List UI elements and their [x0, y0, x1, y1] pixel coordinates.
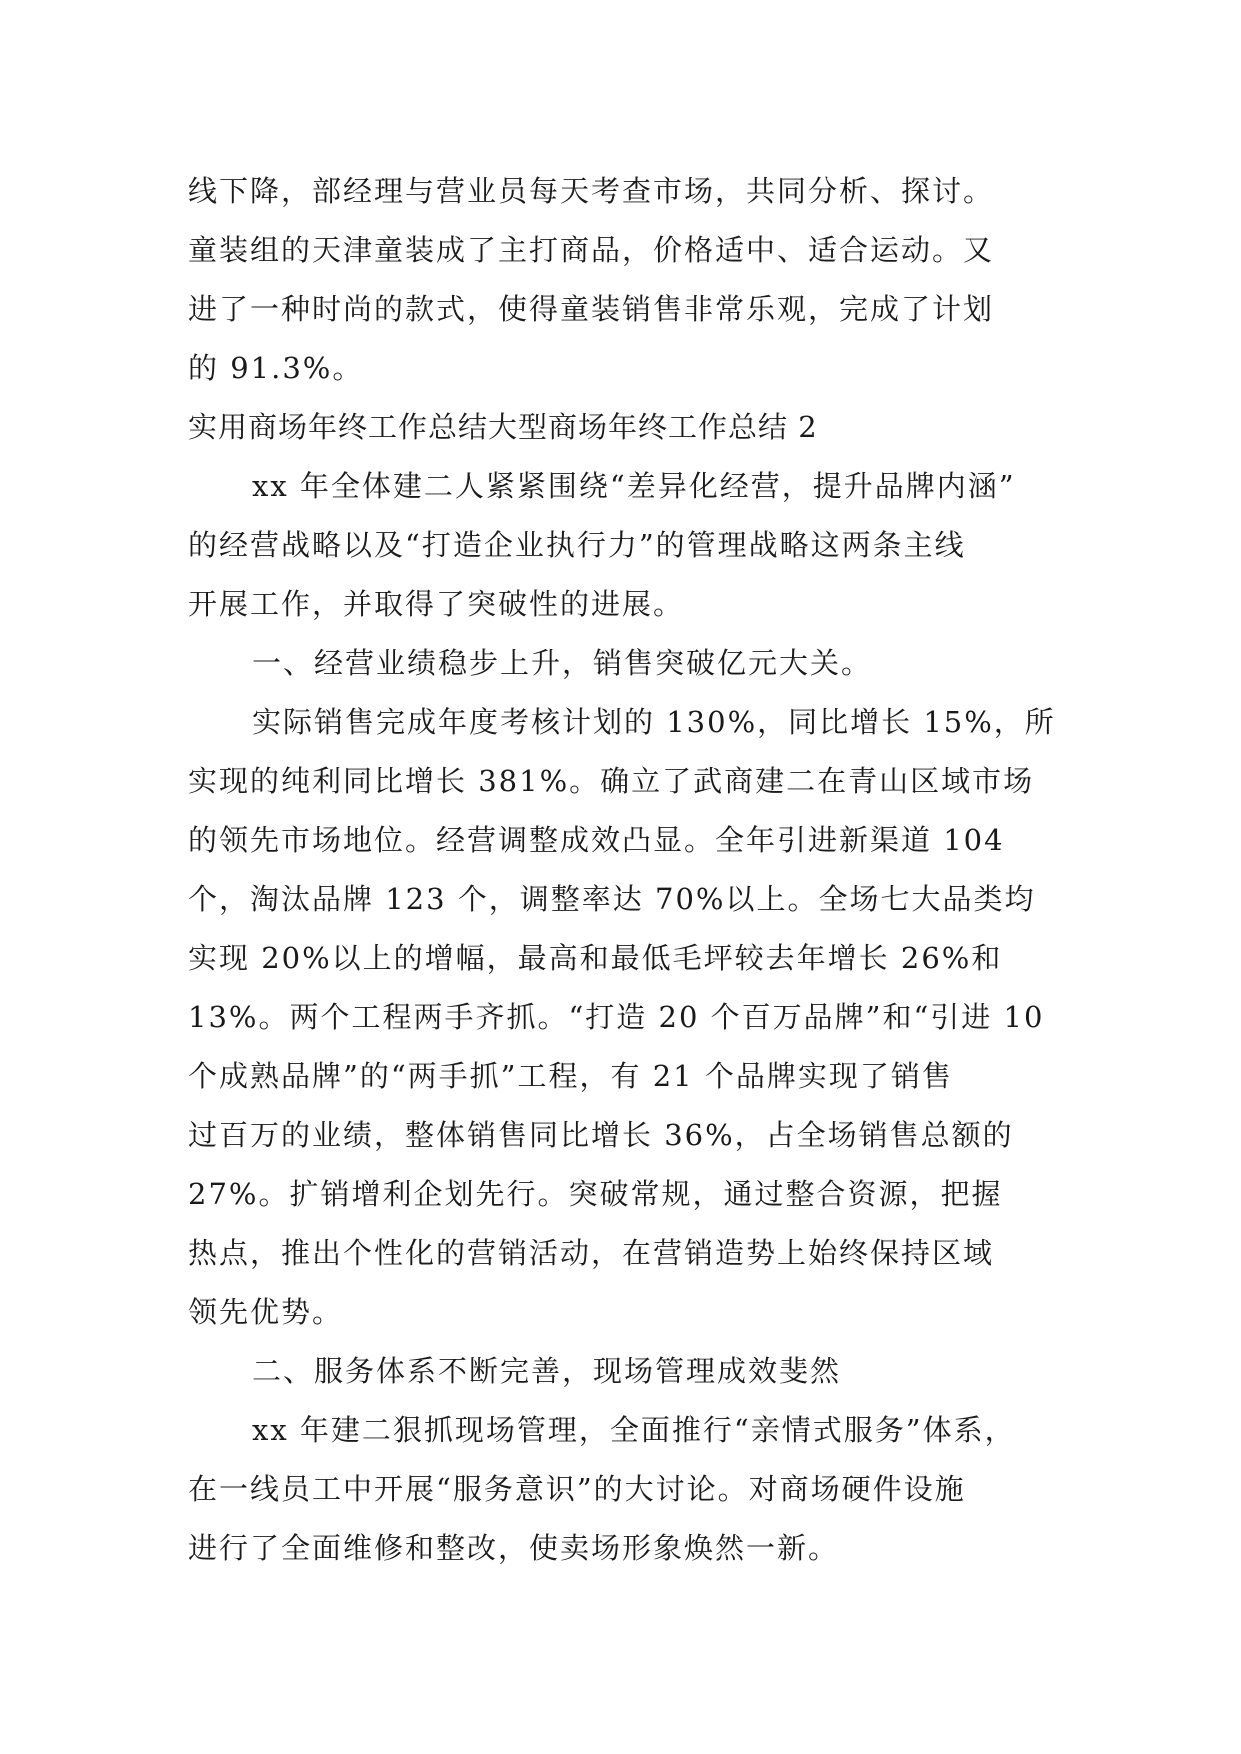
text-line: xx 年建二狠抓现场管理，全面推行“亲情式服务”体系， — [252, 1413, 1016, 1447]
text-line: 童装组的天津童装成了主打商品，价格适中、适合运动。又 — [188, 233, 995, 267]
text-line: 实现 20%以上的增幅，最高和最低毛坪较去年增长 26%和 — [188, 941, 1003, 975]
text-line: 热点，推出个性化的营销活动，在营销造势上始终保持区域 — [188, 1236, 995, 1270]
subheading: 一、经营业绩稳步上升，销售突破亿元大关。 — [252, 646, 873, 680]
text-line: 领先优势。 — [188, 1295, 344, 1329]
text-line: 在一线员工中开展“服务意识”的大讨论。对商场硬件设施 — [188, 1472, 966, 1506]
subheading: 二、服务体系不断完善，现场管理成效斐然 — [252, 1354, 842, 1388]
text-line: 个成熟品牌”的“两手抓”工程，有 21 个品牌实现了销售 — [188, 1059, 953, 1093]
text-line: 线下降，部经理与营业员每天考查市场，共同分析、探讨。 — [188, 174, 995, 208]
text-line: 过百万的业绩，整体销售同比增长 36%，占全场销售总额的 — [188, 1118, 1014, 1152]
text-line: 的 91.3%。 — [188, 351, 364, 385]
text-line: 的经营战略以及“打造企业执行力”的管理战略这两条主线 — [188, 528, 966, 562]
text-line: 进了一种时尚的款式，使得童装销售非常乐观，完成了计划 — [188, 292, 995, 326]
section-title: 实用商场年终工作总结大型商场年终工作总结 2 — [188, 410, 818, 444]
text-line: 开展工作，并取得了突破性的进展。 — [188, 587, 685, 621]
text-line: 个，淘汰品牌 123 个，调整率达 70%以上。全场七大品类均 — [188, 882, 1036, 916]
text-line: 27%。扩销增利企划先行。突破常规，通过整合资源，把握 — [188, 1177, 1003, 1211]
document-body — [188, 162, 1068, 1578]
text-line: xx 年全体建二人紧紧围绕“差异化经营，提升品牌内涵” — [252, 469, 1016, 503]
text-line: 的领先市场地位。经营调整成效凸显。全年引进新渠道 104 — [188, 823, 1005, 857]
text-line: 实际销售完成年度考核计划的 130%，同比增长 15%，所 — [252, 705, 1056, 739]
text-line: 进行了全面维修和整改，使卖场形象焕然一新。 — [188, 1531, 840, 1565]
text-line: 13%。两个工程两手齐抓。“打造 20 个百万品牌”和“引进 10 — [188, 1000, 1045, 1034]
text-line: 实现的纯利同比增长 381%。确立了武商建二在青山区域市场 — [188, 764, 1035, 798]
